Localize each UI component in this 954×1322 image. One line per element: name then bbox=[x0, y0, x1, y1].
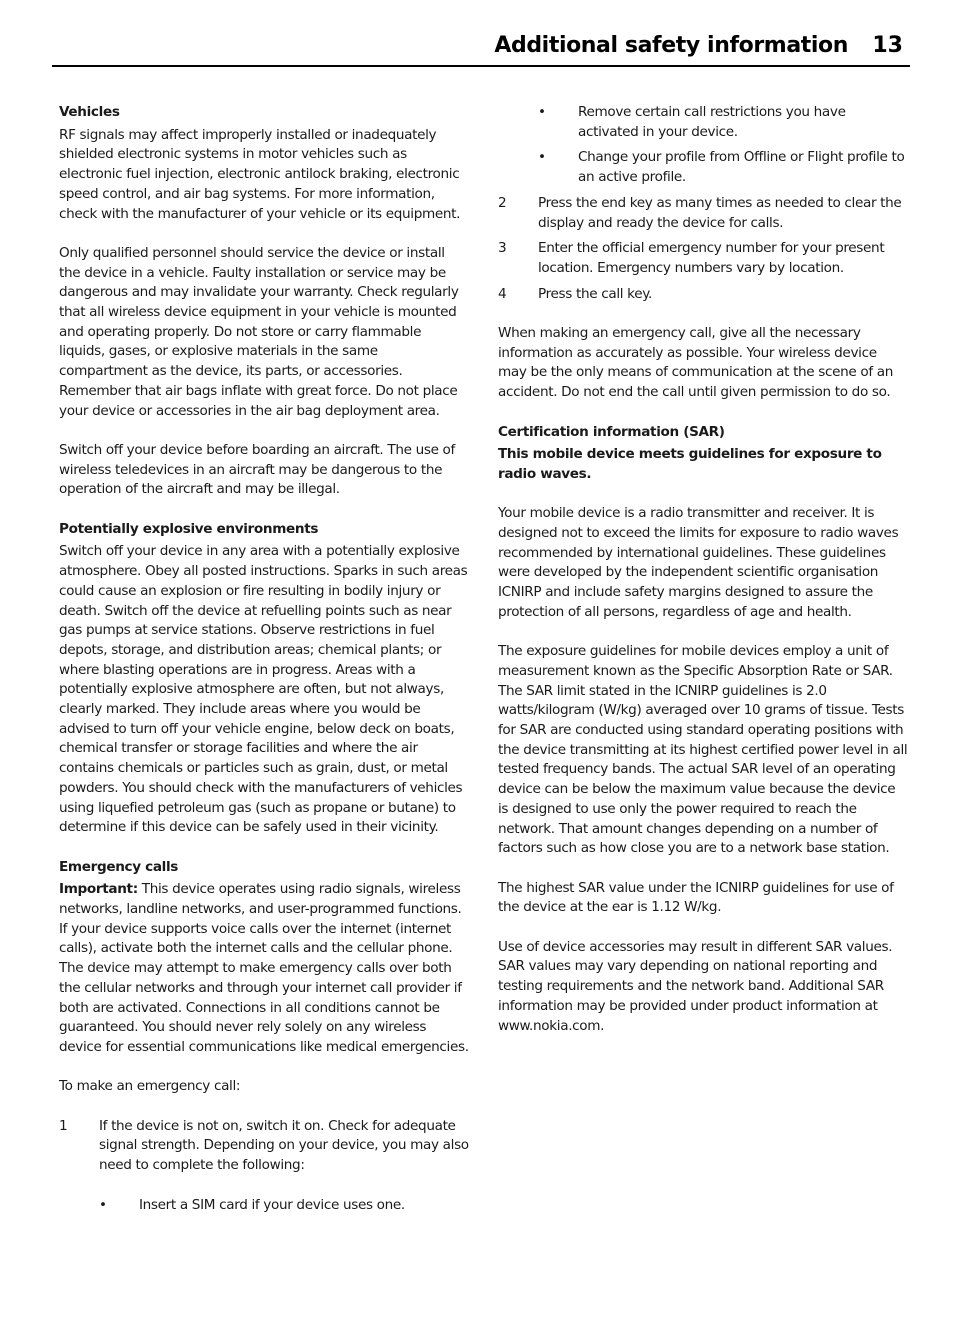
important-text: This device operates using radio signals, wireless networks, landline networks, and user-programmed functions. If your device supports voice calls over the internet (internet calls), activate both the internet calls and the cellular phone. The device may attempt to make emergency calls over both the cellular networks and through your internet call provider if both are activated. Connections in all conditions cannot be guaranteed. You should never rely solely on any wireless device for essential communications like medical emergencies. bbox=[59, 881, 469, 1055]
step-2-text: Press the end key as many times as needed to clear the display and ready the device for calls. bbox=[538, 194, 902, 231]
bullet-2-text: Remove certain call restrictions you have activated in your device. bbox=[578, 104, 846, 140]
step-4 bbox=[498, 285, 908, 305]
sar-paragraph-2: The exposure guidelines for mobile devices employ a unit of measurement known as the Specific Absorption Rate or SAR. The SAR limit stated in the ICNIRP guidelines is 2.0 watts/kilogram (W/kg) averaged over 10 grams of tissue. Tests for SAR are conducted using standard operating positions with the device transmitting at its highest certified power level in all tested frequency bands. The actual SAR level of an operating device can be below the maximum value because the device is designed to use only the power required to reach the network. That amount changes depending on a number of factors such as how close you are to a network base station. bbox=[498, 643, 908, 857]
bullet-1-text: Insert a SIM card if your device uses one. bbox=[139, 1196, 405, 1213]
sar-paragraph-1: Your mobile device is a radio transmitter and receiver. It is designed not to exceed the limits for exposure to radio waves recommended by international guidelines. These guidelines were developed by the independent scientific organisation ICNIRP and include safety margins designed to assure the protection of all persons, regardless of age and health. bbox=[498, 505, 899, 620]
bullet-1-mark: • bbox=[99, 1196, 107, 1213]
sar-subheading: This mobile device meets guidelines for exposure to radio waves. bbox=[498, 446, 882, 482]
step-4-number: 4 bbox=[498, 285, 507, 302]
vehicles-paragraph-2: Only qualified personnel should service the device or install the device in a vehicle. Faulty installation or service may be dangerous and may invalidate your warranty. Check regularly that all wireless device equipment in your vehicle is mounted and operating properly. Do not store or carry flammable liquids, gases, or explosive materials in the same compartment as the device, its parts, or accessories. Remember that air bags inflate with great force. Do not place your device or accessories in the air bag deployment area. bbox=[59, 244, 459, 419]
right-column bbox=[498, 103, 908, 1036]
important-label: Important: bbox=[59, 881, 138, 898]
bullet-1 bbox=[99, 1196, 469, 1216]
explosive-paragraph: Switch off your device in any area with a potentially explosive atmosphere. Obey all posted instructions. Sparks in such areas could cause an explosion or fire resulting in bodily injury or death. Switch off the device at refuelling points such as near gas pumps at service stations. Observe restrictions in fuel depots, storage, and distribution areas; chemical plants; or where blasting operations are in progress. Areas with a potentially explosive atmosphere are often, but not always, clearly marked. They include areas where you would be advised to turn off your vehicle engine, below deck on boats, chemical transfer or storage facilities and where the air contains chemicals or particles such as grain, dust, or metal powders. You should check with the manufacturers of vehicles using liquefied petroleum gas (such as propane or butane) to determine if this device can be safely used in their vicinity. bbox=[59, 543, 468, 836]
bullet-3 bbox=[538, 148, 908, 187]
vehicles-paragraph-1: RF signals may affect improperly installed or inadequately shielded electronic systems in motor vehicles such as electronic fuel injection, electronic antilock braking, electronic speed control, and air bag systems. For more information, check with the manufacturer of your vehicle or its equipment. bbox=[59, 126, 461, 222]
bullet-3-text: Change your profile from Offline or Flight profile to an active profile. bbox=[578, 149, 905, 186]
sar-heading: Certification information (SAR) bbox=[498, 423, 725, 440]
sar-paragraph-4: Use of device accessories may result in different SAR values. SAR values may vary depending on national reporting and testing requirements and the network band. Additional SAR information may be provided under product information at www.nokia.com. bbox=[498, 938, 893, 1034]
important-paragraph bbox=[59, 880, 469, 1057]
step-3-number: 3 bbox=[498, 240, 507, 257]
left-column bbox=[59, 103, 469, 1215]
step-1-number: 1 bbox=[59, 1117, 68, 1134]
step-1 bbox=[59, 1117, 469, 1176]
emergency-paragraph-2: When making an emergency call, give all the necessary information as accurately as possible. Your wireless device may be the only means of communication at the scene of an accident. Do not end the call until given permission to do so. bbox=[498, 325, 894, 401]
bullet-3-mark: • bbox=[538, 149, 546, 166]
vehicles-heading: Vehicles bbox=[59, 104, 120, 120]
sar-paragraph-3: The highest SAR value under the ICNIRP guidelines for use of the device at the ear is 1.12 W/kg. bbox=[498, 879, 894, 916]
step-2 bbox=[498, 194, 908, 233]
emergency-heading: Emergency calls bbox=[59, 858, 179, 875]
to-make-call-text: To make an emergency call: bbox=[59, 1078, 241, 1095]
page-title: Additional safety information bbox=[494, 33, 848, 58]
page-number: 13 bbox=[872, 33, 903, 58]
bullet-2-mark: • bbox=[538, 104, 546, 120]
page-header bbox=[52, 30, 910, 67]
step-2-number: 2 bbox=[498, 194, 507, 211]
vehicles-paragraph-3: Switch off your device before boarding an aircraft. The use of wireless teledevices in an aircraft may be dangerous to the operation of the aircraft and may be illegal. bbox=[59, 441, 455, 498]
bullet-2 bbox=[538, 103, 908, 142]
step-3-text: Enter the official emergency number for your present location. Emergency numbers vary by location. bbox=[538, 240, 885, 276]
step-1-text: If the device is not on, switch it on. Check for adequate signal strength. Depending on your device, you may also need to complete the following: bbox=[99, 1117, 469, 1174]
explosive-heading: Potentially explosive environments bbox=[59, 520, 319, 537]
step-3 bbox=[498, 239, 908, 278]
step-4-text: Press the call key. bbox=[538, 285, 652, 302]
